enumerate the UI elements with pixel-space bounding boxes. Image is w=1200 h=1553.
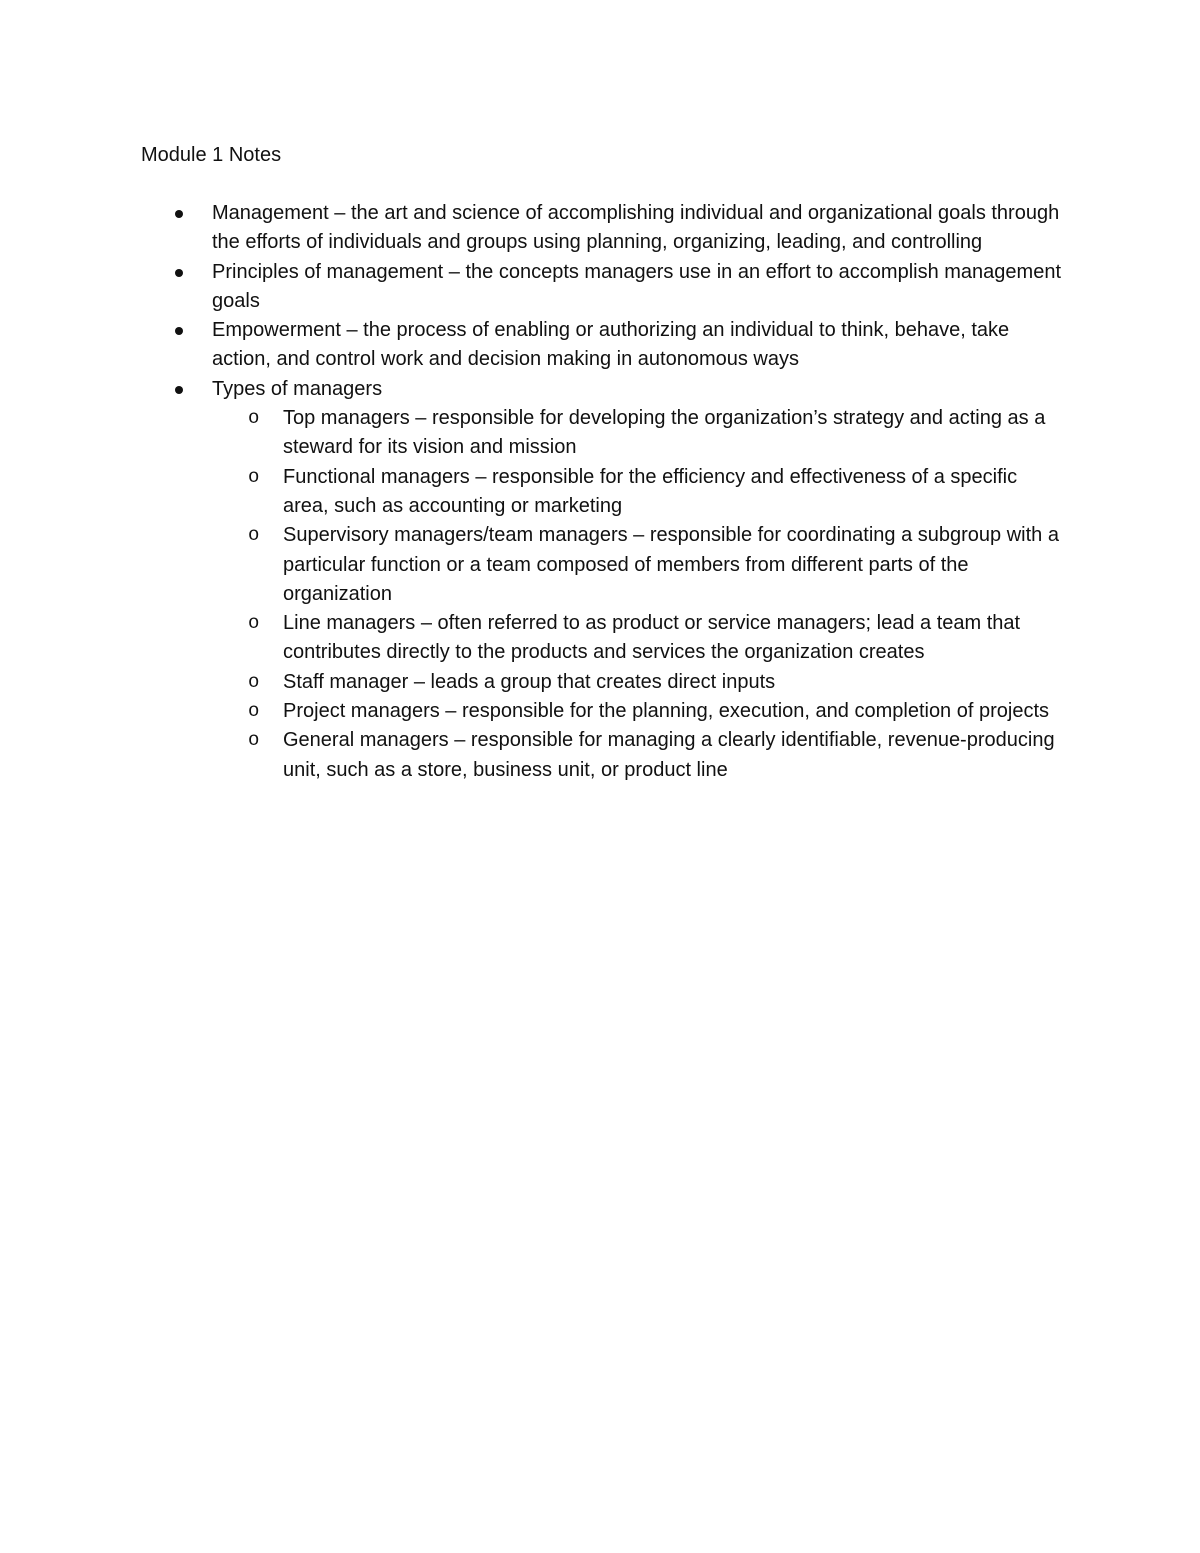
bullet-dot-icon bbox=[175, 327, 183, 335]
sub-bullet-text: Supervisory managers/team managers – responsible for coordinating a subgroup with a particular function or a team composed of members from different parts of the organization bbox=[283, 524, 1059, 605]
document-title: Module 1 Notes bbox=[141, 144, 282, 166]
list-item bbox=[212, 375, 1062, 785]
sub-bullet-text: Staff manager – leads a group that creates direct inputs bbox=[283, 670, 776, 693]
circle-bullet-icon: o bbox=[248, 524, 260, 547]
sub-bullet-list bbox=[212, 404, 1062, 785]
circle-bullet-icon: o bbox=[248, 729, 260, 752]
sub-bullet-text: Functional managers – responsible for the efficiency and effectiveness of a specific area, such as accounting or marketing bbox=[283, 465, 1018, 517]
circle-bullet-icon: o bbox=[248, 670, 260, 693]
circle-bullet-icon: o bbox=[248, 612, 260, 635]
sub-list-item bbox=[248, 521, 1062, 609]
circle-bullet-icon: o bbox=[248, 407, 260, 430]
bullet-text: Principles of management – the concepts managers use in an effort to accomplish management goals bbox=[212, 260, 1061, 312]
list-item bbox=[212, 258, 1062, 317]
bullet-dot-icon bbox=[175, 210, 183, 218]
list-item bbox=[212, 316, 1062, 375]
list-item bbox=[212, 199, 1062, 258]
sub-list-item bbox=[248, 697, 1062, 726]
sub-list-item bbox=[248, 404, 1062, 463]
bullet-text: Management – the art and science of accomplishing individual and organizational goals through the efforts of individuals and groups using planning, organizing, leading, and controlling bbox=[212, 202, 1060, 254]
bullet-list bbox=[212, 199, 1062, 785]
sub-bullet-text: Project managers – responsible for the planning, execution, and completion of projects bbox=[283, 700, 1050, 723]
circle-bullet-icon: o bbox=[248, 700, 260, 723]
bullet-dot-icon bbox=[175, 386, 183, 394]
sub-bullet-text: General managers – responsible for managing a clearly identifiable, revenue-producing unit, such as a store, business unit, or product line bbox=[283, 729, 1055, 781]
sub-list-item bbox=[248, 609, 1062, 668]
sub-list-item bbox=[248, 726, 1062, 785]
circle-bullet-icon: o bbox=[248, 465, 260, 488]
sub-list-item bbox=[248, 668, 1062, 697]
bullet-dot-icon bbox=[175, 269, 183, 277]
bullet-text: Empowerment – the process of enabling or authorizing an individual to think, behave, take action, and control work and decision making in autonomous ways bbox=[212, 319, 1010, 371]
sub-list-item bbox=[248, 463, 1062, 522]
sub-bullet-text: Top managers – responsible for developing the organization’s strategy and acting as a steward for its vision and mission bbox=[283, 407, 1046, 459]
bullet-text: Types of managers bbox=[212, 377, 383, 400]
sub-bullet-text: Line managers – often referred to as product or service managers; lead a team that contributes directly to the products and services the organization creates bbox=[283, 612, 1021, 664]
